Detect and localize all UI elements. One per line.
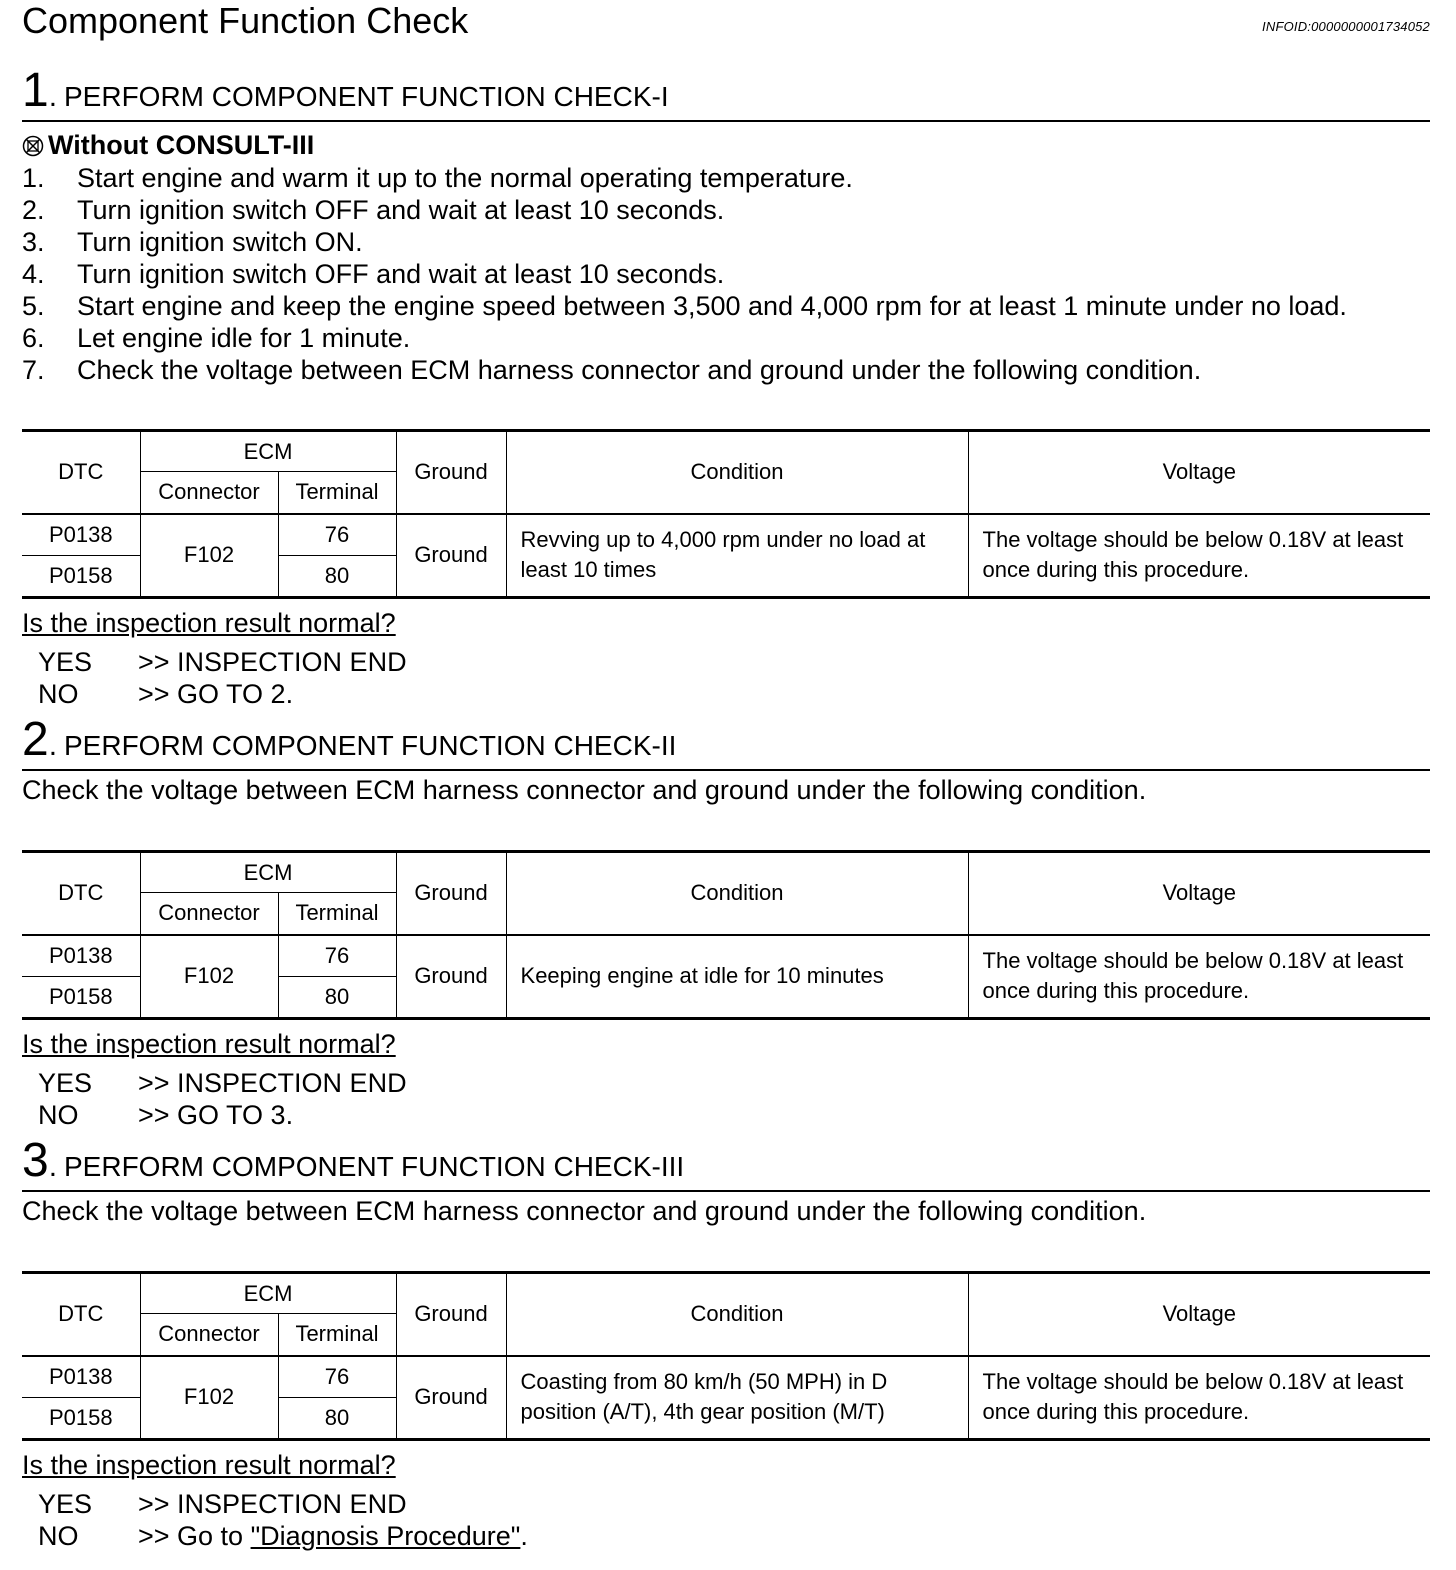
dtc-cell: P0158	[22, 1398, 140, 1440]
connector-cell: F102	[140, 1356, 278, 1440]
procedure-step: 2. Turn ignition switch OFF and wait at least 10 seconds.	[22, 195, 725, 225]
ecm-header: ECM	[140, 431, 396, 472]
no-consult-icon	[22, 135, 44, 157]
inspection-question: Is the inspection result normal?	[22, 608, 396, 638]
step-title: PERFORM COMPONENT FUNCTION CHECK-III	[64, 1151, 685, 1182]
dtc-header: DTC	[22, 852, 140, 935]
ecm-header: ECM	[140, 852, 396, 893]
info-id: INFOID:0000000001734052	[1262, 19, 1430, 34]
dtc-cell: P0138	[22, 1356, 140, 1398]
step-title: PERFORM COMPONENT FUNCTION CHECK-I	[64, 81, 669, 112]
dtc-cell: P0158	[22, 977, 140, 1019]
condition-header: Condition	[506, 431, 968, 514]
step-number: 1.	[22, 64, 58, 117]
terminal-cell: 76	[278, 935, 396, 977]
voltage-cell: The voltage should be below 0.18V at least once during this procedure.	[968, 1356, 1430, 1440]
terminal-header: Terminal	[278, 472, 396, 514]
terminal-cell: 76	[278, 1356, 396, 1398]
step-2-heading	[22, 715, 1430, 771]
connector-header: Connector	[140, 893, 278, 935]
dtc-cell: P0158	[22, 556, 140, 598]
ground-cell: Ground	[396, 935, 506, 1019]
ground-header: Ground	[396, 852, 506, 935]
voltage-cell: The voltage should be below 0.18V at least once during this procedure.	[968, 935, 1430, 1019]
voltage-header: Voltage	[968, 1273, 1430, 1356]
step-title: PERFORM COMPONENT FUNCTION CHECK-II	[64, 730, 677, 761]
connector-cell: F102	[140, 935, 278, 1019]
dtc-cell: P0138	[22, 514, 140, 556]
dtc-header: DTC	[22, 1273, 140, 1356]
connector-header: Connector	[140, 1314, 278, 1356]
terminal-cell: 76	[278, 514, 396, 556]
terminal-cell: 80	[278, 1398, 396, 1440]
procedure-step: 4. Turn ignition switch OFF and wait at least 10 seconds.	[22, 259, 725, 289]
dtc-cell: P0138	[22, 935, 140, 977]
page-title: Component Function Check	[22, 0, 469, 41]
ground-cell: Ground	[396, 1356, 506, 1440]
mode-label	[22, 129, 314, 161]
condition-cell: Keeping engine at idle for 10 minutes	[506, 935, 968, 1019]
dtc-header: DTC	[22, 431, 140, 514]
condition-cell: Coasting from 80 km/h (50 MPH) in D position (A/T), 4th gear position (M/T)	[506, 1356, 968, 1440]
procedure-list	[22, 162, 1442, 386]
procedure-step: 1. Start engine and warm it up to the normal operating temperature.	[22, 163, 853, 193]
step-number: 2.	[22, 713, 58, 766]
voltage-cell: The voltage should be below 0.18V at least once during this procedure.	[968, 514, 1430, 598]
inspection-table-1	[22, 429, 1430, 599]
voltage-header: Voltage	[968, 431, 1430, 514]
inspection-table-2	[22, 850, 1430, 1020]
condition-cell: Revving up to 4,000 rpm under no load at least 10 times	[506, 514, 968, 598]
terminal-header: Terminal	[278, 1314, 396, 1356]
procedure-step: 7. Check the voltage between ECM harness connector and ground under the following condition.	[22, 355, 1202, 385]
step-1-heading	[22, 66, 1430, 122]
terminal-header: Terminal	[278, 893, 396, 935]
mode-text: Without CONSULT-III	[48, 130, 315, 160]
procedure-step: 6. Let engine idle for 1 minute.	[22, 323, 411, 353]
procedure-step: 3. Turn ignition switch ON.	[22, 227, 363, 257]
condition-header: Condition	[506, 852, 968, 935]
inspection-question: Is the inspection result normal?	[22, 1450, 396, 1480]
inspection-table-3	[22, 1271, 1430, 1441]
step-intro: Check the voltage between ECM harness connector and ground under the following condition.	[22, 775, 1147, 805]
step-intro: Check the voltage between ECM harness connector and ground under the following condition.	[22, 1196, 1147, 1226]
voltage-header: Voltage	[968, 852, 1430, 935]
procedure-step: 5. Start engine and keep the engine speed between 3,500 and 4,000 rpm for at least 1 minute under no load.	[22, 291, 1347, 321]
ecm-header: ECM	[140, 1273, 396, 1314]
inspection-question: Is the inspection result normal?	[22, 1029, 396, 1059]
ground-header: Ground	[396, 431, 506, 514]
ground-header: Ground	[396, 1273, 506, 1356]
condition-header: Condition	[506, 1273, 968, 1356]
terminal-cell: 80	[278, 977, 396, 1019]
step-number: 3.	[22, 1134, 58, 1187]
diagnosis-procedure-link[interactable]: "Diagnosis Procedure"	[250, 1521, 521, 1551]
connector-cell: F102	[140, 514, 278, 598]
ground-cell: Ground	[396, 514, 506, 598]
step-3-heading	[22, 1136, 1430, 1192]
terminal-cell: 80	[278, 556, 396, 598]
connector-header: Connector	[140, 472, 278, 514]
